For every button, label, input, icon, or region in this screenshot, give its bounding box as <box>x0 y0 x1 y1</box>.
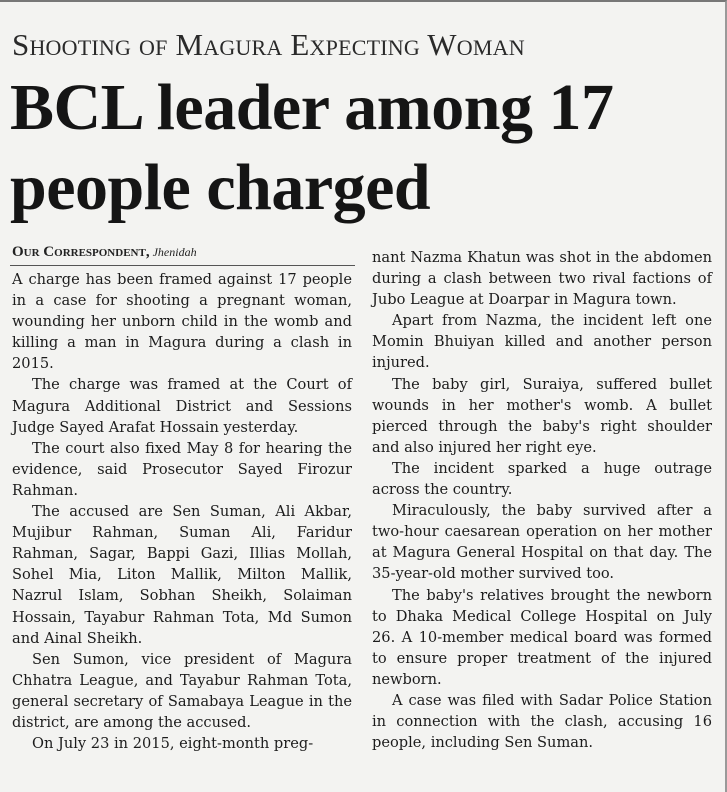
article-kicker: Shooting of Magura Expecting Woman <box>12 27 525 62</box>
paragraph: Miraculously, the baby survived after a two-hour caesarean operation on her mother at Magura General Hospital on that day. The 35-year-old mother survived too. <box>372 502 712 583</box>
byline-location: Jhenidah <box>152 245 197 259</box>
paragraph: A charge has been framed against 17 people in a case for shooting a pregnant woman, wounding her unborn child in the womb and killing a man in Magura during a clash in 2015. <box>12 271 352 373</box>
byline-author: Our Correspondent, <box>12 244 150 260</box>
paragraph: On July 23 in 2015, eight-month preg- <box>32 735 314 753</box>
paragraph: The accused are Sen Suman, Ali Akbar, Mujibur Rahman, Suman Ali, Faridur Rahman, Sagar, Bappi Gazi, Illias Mollah, Sohel Mia, Liton Mallik, Milton Mallik, Nazrul Islam, Sobhan Sheikh, Solaiman Hossain, Tayabur Rahman Tota, Md Sumon and Ainal Sheikh. <box>12 503 352 647</box>
paragraph: Sen Sumon, vice president of Magura Chhatra League, and Tayabur Rahman Tota, general secretary of Samabaya League in the district, are among the accused. <box>12 650 352 731</box>
paragraph: The baby girl, Suraiya, suffered bullet wounds in her mother's womb. A bullet pierced through the baby's right shoulder and also injured her right eye. <box>372 375 712 456</box>
article-headline: BCL leader among 17 people charged <box>10 71 614 224</box>
byline <box>12 244 197 261</box>
article-column-2 <box>372 247 712 753</box>
paragraph: nant Nazma Khatun was shot in the abdomen during a clash between two rival factions of Jubo League at Doarpar in Magura town. <box>372 249 712 309</box>
paragraph: The charge was framed at the Court of Magura Additional District and Sessions Judge Sayed Arafat Hossain yesterday. <box>12 376 352 436</box>
byline-divider <box>10 265 355 266</box>
paragraph: A case was filed with Sadar Police Station in connection with the clash, accusing 16 people, including Sen Suman. <box>372 691 712 752</box>
paragraph: The court also fixed May 8 for hearing the evidence, said Prosecutor Sayed Firozur Rahman. <box>12 439 352 499</box>
article-column-1 <box>12 269 352 754</box>
paragraph: Apart from Nazma, the incident left one Momin Bhuiyan killed and another person injured. <box>372 312 712 372</box>
paragraph: The incident sparked a huge outrage across the country. <box>372 459 712 499</box>
paragraph: The baby's relatives brought the newborn to Dhaka Medical College Hospital on July 26. A 10-member medical board was formed to ensure proper treatment of the injured newborn. <box>372 586 712 688</box>
